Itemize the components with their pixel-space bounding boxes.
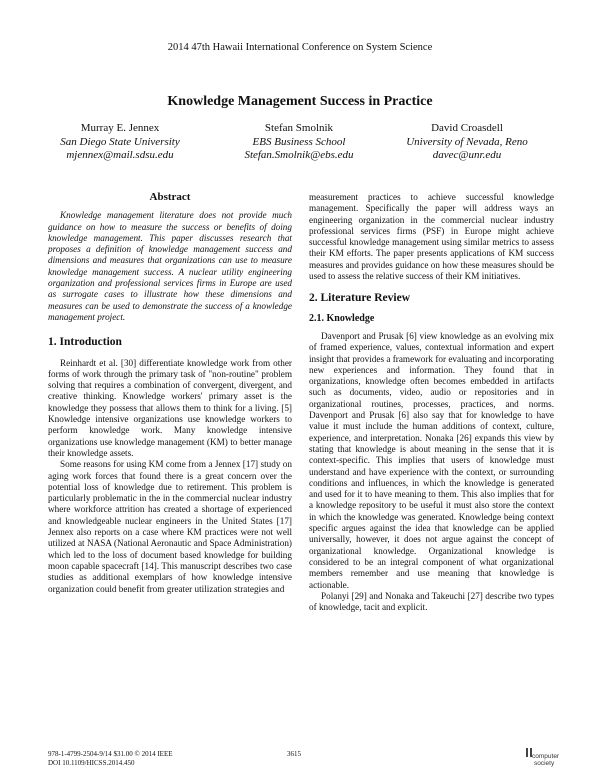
conference-header: 2014 47th Hawaii International Conference on System Science	[167, 42, 433, 53]
footer-isbn: 978-1-4799-2504-9/14 $31.00 © 2014 IEEE	[48, 750, 173, 758]
literature-review-heading: 2. Literature Review	[309, 292, 411, 305]
author-name: David Croasdell	[431, 122, 503, 134]
author-name: Murray E. Jennex	[80, 122, 160, 134]
left-column	[48, 192, 292, 595]
author-1	[30, 122, 210, 163]
lit-paragraph-1: Davenport and Prusak [6] view knowledge as an evolving mix of framed experience, values, contextual information and expert insight that provides a framework for evaluating and incorporating new experiences and information. They found that in organizations, knowledge often becomes embedded in artifacts such as documents, video, audio or repositories and in organizational routines, processes, practices, and norms. Davenport and Prusak [6] also say that for knowledge to have value it must include the human additions of context, culture, experience, and interpretation. Nonaka [26] expands this view by stating that knowledge is about meaning in the sense that it is context-specific. This implies that users of knowledge must understand and have experience with the context, or surrounding conditions and influences, in which the knowledge is generated and used for it to have meaning to them. This also implies that for a knowledge repository to be useful it must also store the context in which the knowledge was generated. Knowledge being context specific argues against the idea that knowledge can be applied universally, however, it does not argue against the concept of organizational knowledge. Organizational knowledge is considered to be an integral component of what organizational members remember and use meaning that knowledge is actionable.	[309, 330, 554, 590]
author-name: Stefan Smolnik	[264, 122, 334, 134]
author-3	[377, 122, 557, 163]
intro-paragraph-2: Some reasons for using KM come from a Jennex [17] study on aging work forces that found there is a great concern over the potential loss of knowledge due to retirement. This problem is particularly problematic in the in the commercial nuclear industry where workforce attrition has created a shortage of experienced and knowledgeable nuclear engineers in the United States [17] Jennex also reports on a case where KM practices were not well utilized at NASA (National Aeronautic and Space Administration) which led to the loss of document based knowledge for building moon capable spacecraft [14]. This manuscript describes two case studies as additional exemplars of how knowledge intensive organization could benefit from greater utilization strategies and	[48, 459, 292, 594]
author-email: Stefan.Smolnik@ebs.edu	[244, 149, 354, 161]
footer-doi: DOI 10.1109/HICSS.2014.450	[48, 759, 135, 767]
abstract-heading: Abstract	[149, 191, 191, 203]
knowledge-subheading: 2.1. Knowledge	[309, 312, 375, 324]
right-column	[309, 192, 554, 613]
page-number: 3615	[287, 750, 301, 758]
abstract-text: Knowledge management literature does not provide much guidance on how to measure the success or benefits of doing knowledge management. This paper discusses research that proposes a definition of knowledge management success and dimensions and measures that organizations can use to measure knowledge management success. A nuclear utility engineering organization and professional services firms in Europe are used as surrogate cases to illustrate how these dimensions and measures can be used to demonstrate the success of a knowledge management project.	[48, 210, 292, 322]
author-affiliation: EBS Business School	[252, 135, 346, 148]
lit-paragraph-2: Polanyi [29] and Nonaka and Takeuchi [27] describe two types of knowledge, tacit and explicit.	[309, 590, 554, 613]
logo-text-computer: computer	[532, 753, 560, 760]
author-affiliation: San Diego State University	[60, 135, 180, 148]
introduction-heading: 1. Introduction	[48, 336, 122, 349]
computer-society-logo	[510, 747, 558, 769]
intro-paragraph-1: Reinhardt et al. [30] differentiate knowledge work from other forms of work through the primary task of "non-routine" problem solving that requires a combination of convergent, divergent, and creative thinking. Knowledge workers' primary asset is the knowledge they possess that allows them to think for a living. [5] Knowledge intensive organizations use knowledge workers to perform knowledge work. Many knowledge intensive organizations use knowledge management (KM) to better manage their knowledge assets.	[48, 357, 292, 458]
intro-paragraph-2-continued: measurement practices to achieve successful knowledge management. Specifically the paper will address ways an engineering organization in the commercial nuclear industry professional services firms (PSF) in Europe might achieve successful knowledge management using similar metrics to assess their KM efforts. The paper presents applications of KM success measures and provides guidance on how these measures should be used to assess the relative success of their KM initiatives.	[309, 192, 554, 282]
paper-title: Knowledge Management Success in Practice	[167, 94, 433, 109]
author-affiliation: University of Nevada, Reno	[406, 135, 528, 148]
author-email: mjennex@mail.sdsu.edu	[66, 149, 174, 161]
author-email: davec@unr.edu	[432, 149, 502, 161]
author-2	[209, 122, 389, 163]
logo-text-society: society	[534, 760, 555, 767]
footer-copyright	[48, 750, 173, 768]
